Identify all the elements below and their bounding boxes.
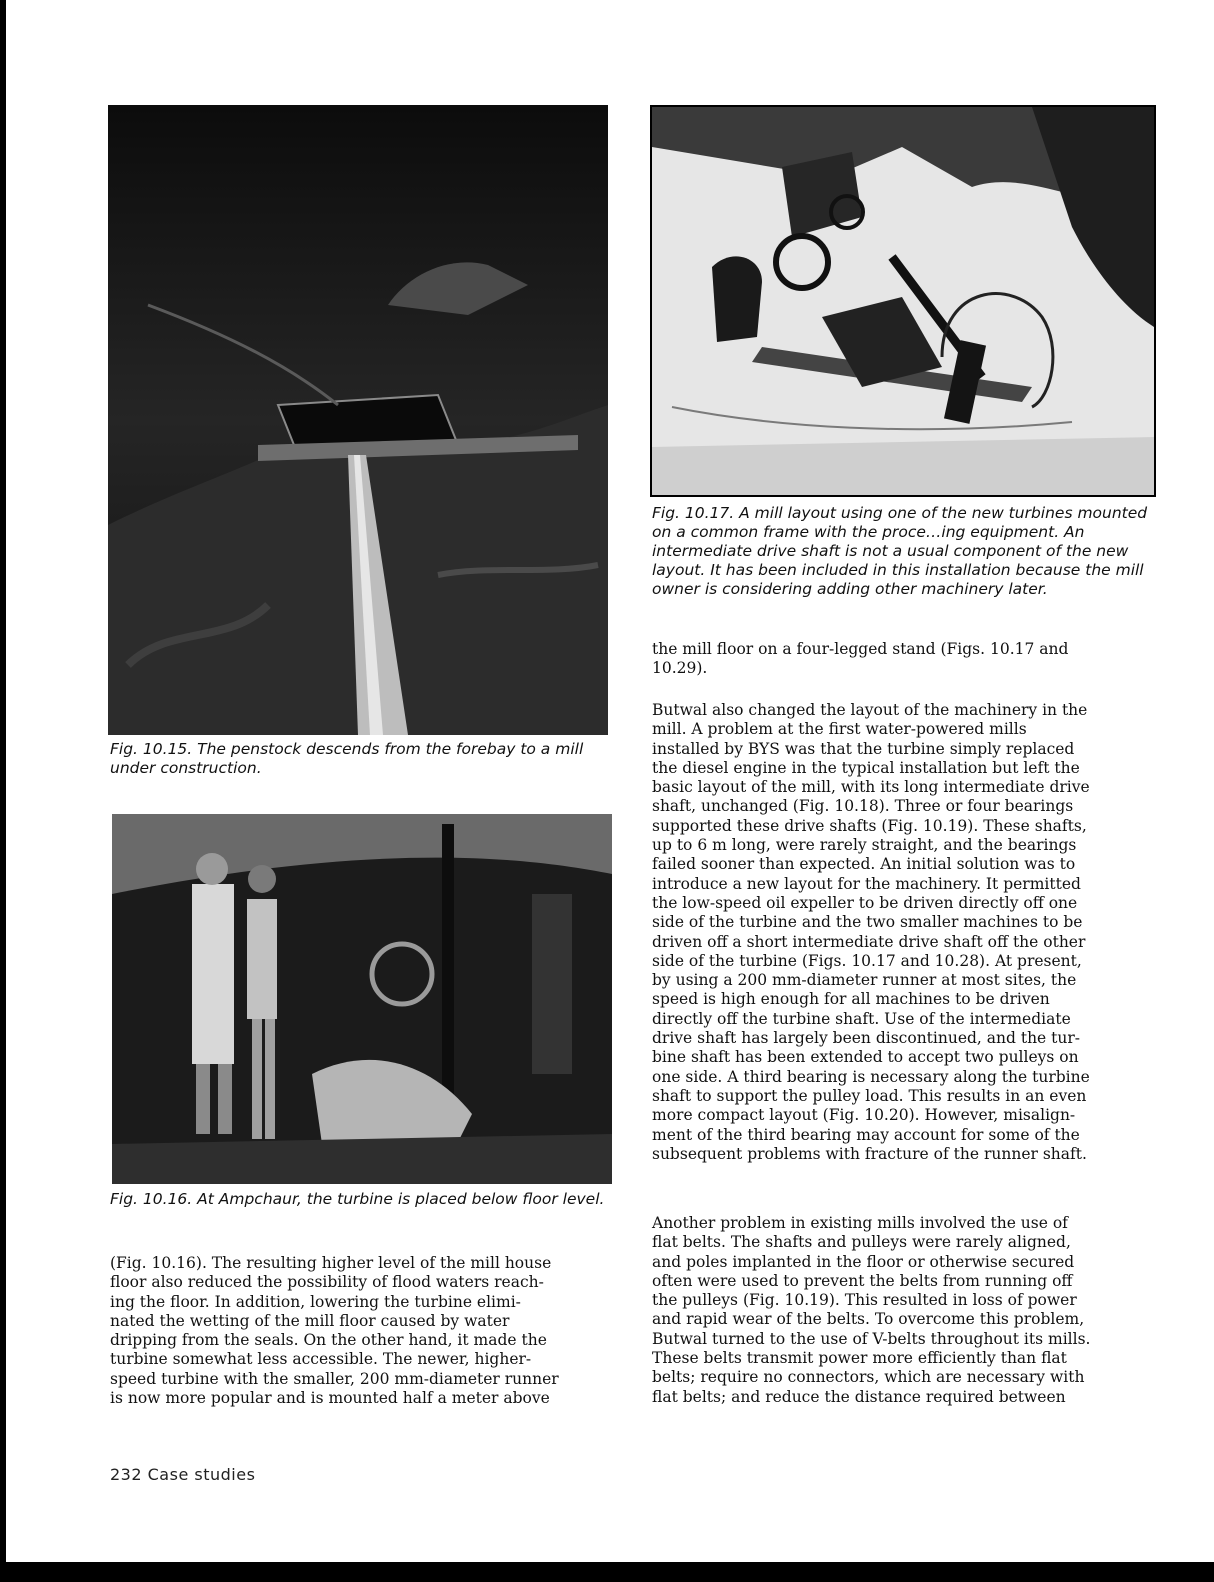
- fig-10-15-caption: Fig. 10.15. The penstock descends from the forebay to a mill under construction.: [110, 740, 584, 777]
- body-paragraph-right-2: Butwal also changed the layout of the machinery in the mill. A problem at the first water-powered mills installed by BYS was that the turbine simply replaced the diesel engine in the typical installation but left the basic layout of the mill, with its long intermediate drive shaft, unchanged (Fig. 10.18). Three or four bearings supported these drive shafts (Fig. 10.19). These shafts, up to 6 m long, were rarely straight, and the bearings failed sooner than expected. An initial solution was to introduce a new layout for the machinery. It permitted the low-speed oil expeller to be driven directly off one side of the turbine and the two smaller machines to be driven off a short intermediate drive shaft off the other side of the turbine (Figs. 10.17 and 10.28). At present, by using a 200 mm-diameter runner at most sites, the speed is high enough for all machines to be driven directly off the turbine shaft. Use of the intermediate drive shaft has largely been discontinued, and the tur- bine shaft has been extended to accept two pulleys on one side. A third bearing is necessary along the turbine shaft to support the pulley load. This results in an even more compact layout (Fig. 10.20). However, misalign- ment of the third bearing may account for some of the subsequent problems with fracture of the runner shaft.: [652, 701, 1090, 1163]
- scan-edge-bottom: [0, 1562, 1214, 1582]
- body-paragraph-right-1: the mill floor on a four-legged stand (Figs. 10.17 and 10.29).: [652, 640, 1069, 678]
- body-paragraph-left: (Fig. 10.16). The resulting higher level of the mill house floor also reduced the possibility of flood waters reach- ing the floor. In addition, lowering the turbine elimi- nated the wetting of the mill floor caused by water dripping from the seals. On the other hand, it made the turbine somewhat less accessible. The newer, higher- speed turbine with the smaller, 200 mm-diameter runner is now more popular and is mounted half a meter above: [110, 1254, 559, 1408]
- mill-layout-photo: [650, 105, 1156, 497]
- scan-edge-left: [0, 0, 6, 1582]
- ampchaur-mill-photo: [112, 814, 612, 1184]
- page-footer: 232 Case studies: [110, 1465, 256, 1484]
- penstock-photo: [108, 105, 608, 735]
- fig-10-17-caption: Fig. 10.17. A mill layout using one of the new turbines mounted on a common frame with the proce…ing equipment. An intermediate drive shaft is not a usual component of the new layout. It has been included in this installation because the mill owner is considering adding other machinery later.: [652, 504, 1148, 598]
- fig-10-16-caption: Fig. 10.16. At Ampchaur, the turbine is placed below floor level.: [110, 1190, 605, 1208]
- body-paragraph-right-3: Another problem in existing mills involved the use of flat belts. The shafts and pulleys were rarely aligned, and poles implanted in the floor or otherwise secured often were used to prevent the belts from running off the pulleys (Fig. 10.19). This resulted in loss of power and rapid wear of the belts. To overcome this problem, Butwal turned to the use of V-belts throughout its mills. These belts transmit power more efficiently than flat belts; require no connectors, which are necessary with flat belts; and reduce the distance required between: [652, 1214, 1091, 1406]
